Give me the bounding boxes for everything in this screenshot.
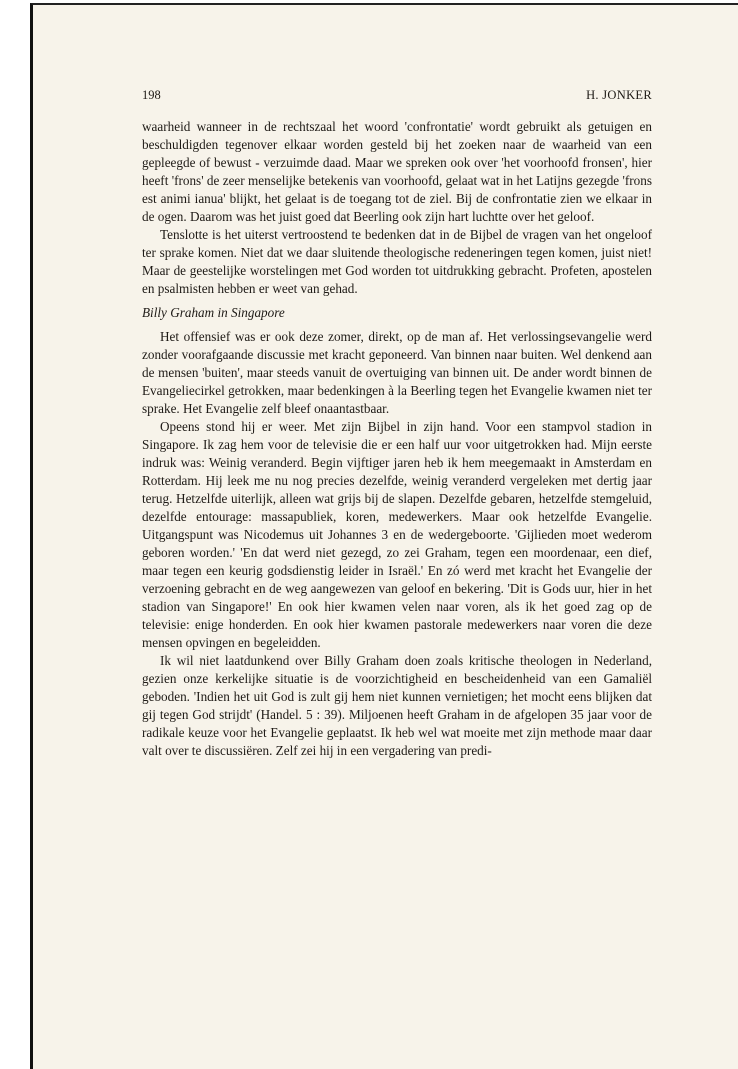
paragraph: Ik wil niet laatdunkend over Billy Graham doen zoals kritische theologen in Nederland, gezien onze kerkelijke situatie is de voorzichtigheid en bescheidenheid van een Gamaliël geboden. 'Indien het uit God is zult gij hem niet kunnen vernietigen; het mocht eens blijken dat gij tegen God strijdt' (Handel. 5 : 39). Miljoenen heeft Graham in de afgelopen 35 jaar voor de radikale keuze voor het Evangelie geplaatst. Ik heb wel wat moeite met zijn methode maar daar valt over te discussiëren. Zelf zei hij in een vergadering van predi-	[142, 653, 652, 758]
section-heading: Billy Graham in Singapore	[142, 305, 285, 320]
paragraph: Het offensief was er ook deze zomer, direkt, op de man af. Het verlossingsevangelie werd zonder voorafgaande discussie met kracht geponeerd. Van binnen naar buiten. Wel denkend aan de mensen 'buiten', maar steeds vanuit de overtuiging van binnen uit. De ander wordt binnen de Evangeliecirkel getrokken, maar bedenkingen à la Beerling tegen het Evangelie kwamen niet ter sprake. Het Evangelie zelf bleef onaantastbaar.	[142, 329, 652, 416]
running-header	[142, 88, 652, 103]
paragraph: Opeens stond hij er weer. Met zijn Bijbel in zijn hand. Voor een stampvol stadion in Singapore. Ik zag hem voor de televisie die er een half uur voor uitgetrokken had. Mijn eerste indruk was: Weinig veranderd. Begin vijftiger jaren heb ik hem meegemaakt in Amsterdam en Rotterdam. Hij leek me nu nog precies dezelfde, weinig veranderd vergeleken met dertig jaar terug. Hetzelfde uiterlijk, alleen wat grijs bij de slapen. Dezelfde gebaren, hetzelfde stemgeluid, dezelfde entourage: massapubliek, koren, medewerkers. Maar ook hetzelfde Evangelie. Uitgangspunt was Nicodemus uit Johannes 3 en de wedergeboorte. 'Gijlieden moet wederom geboren worden.' 'En dat werd niet gezegd, zo zei Graham, tegen een moordenaar, een dief, maar tegen een keurig godsdienstig leider in Israël.' En zó werd met kracht het Evangelie der verzoening gebracht en de weg aangewezen van geloof en bekering. 'Dit is Gods uur, hier in het stadion van Singapore!' En ook hier kwamen velen naar voren, als ik het goed zag op de televisie: enige honderden. En ook hier kwamen pastorale medewerkers naar voren die deze mensen opvingen en begeleidden.	[142, 419, 652, 650]
body-text	[142, 118, 652, 760]
running-head-author: H. JONKER	[586, 88, 652, 102]
paragraph: waarheid wanneer in de rechtszaal het woord 'confrontatie' wordt gebruikt als getuigen en beschuldigden tegenover elkaar worden gesteld bij het zoeken naar de waarheid van een gepleegde of bewust - verzuimde daad. Maar we spreken ook over 'het voorhoofd fronsen', hier heeft 'frons' de zeer menselijke betekenis van voorhoofd, gelaat wat in het Latijns gezegde 'frons est animi ianua' blijkt, het gelaat is de toegang tot de ziel. Bij de confrontatie zien we elkaar in de ogen. Daarom was het juist goed dat Beerling ook zijn hart luchtte over het geloof.	[142, 119, 652, 224]
page-number: 198	[142, 88, 161, 102]
paragraph: Tenslotte is het uiterst vertroostend te bedenken dat in de Bijbel de vragen van het ongeloof ter sprake komen. Niet dat we daar sluitende theologische redeneringen tegen komen, juist niet! Maar de geestelijke worstelingen met God worden tot uitdrukking gebracht. Profeten, apostelen en psalmisten hebben er weet van gehad.	[142, 227, 652, 296]
